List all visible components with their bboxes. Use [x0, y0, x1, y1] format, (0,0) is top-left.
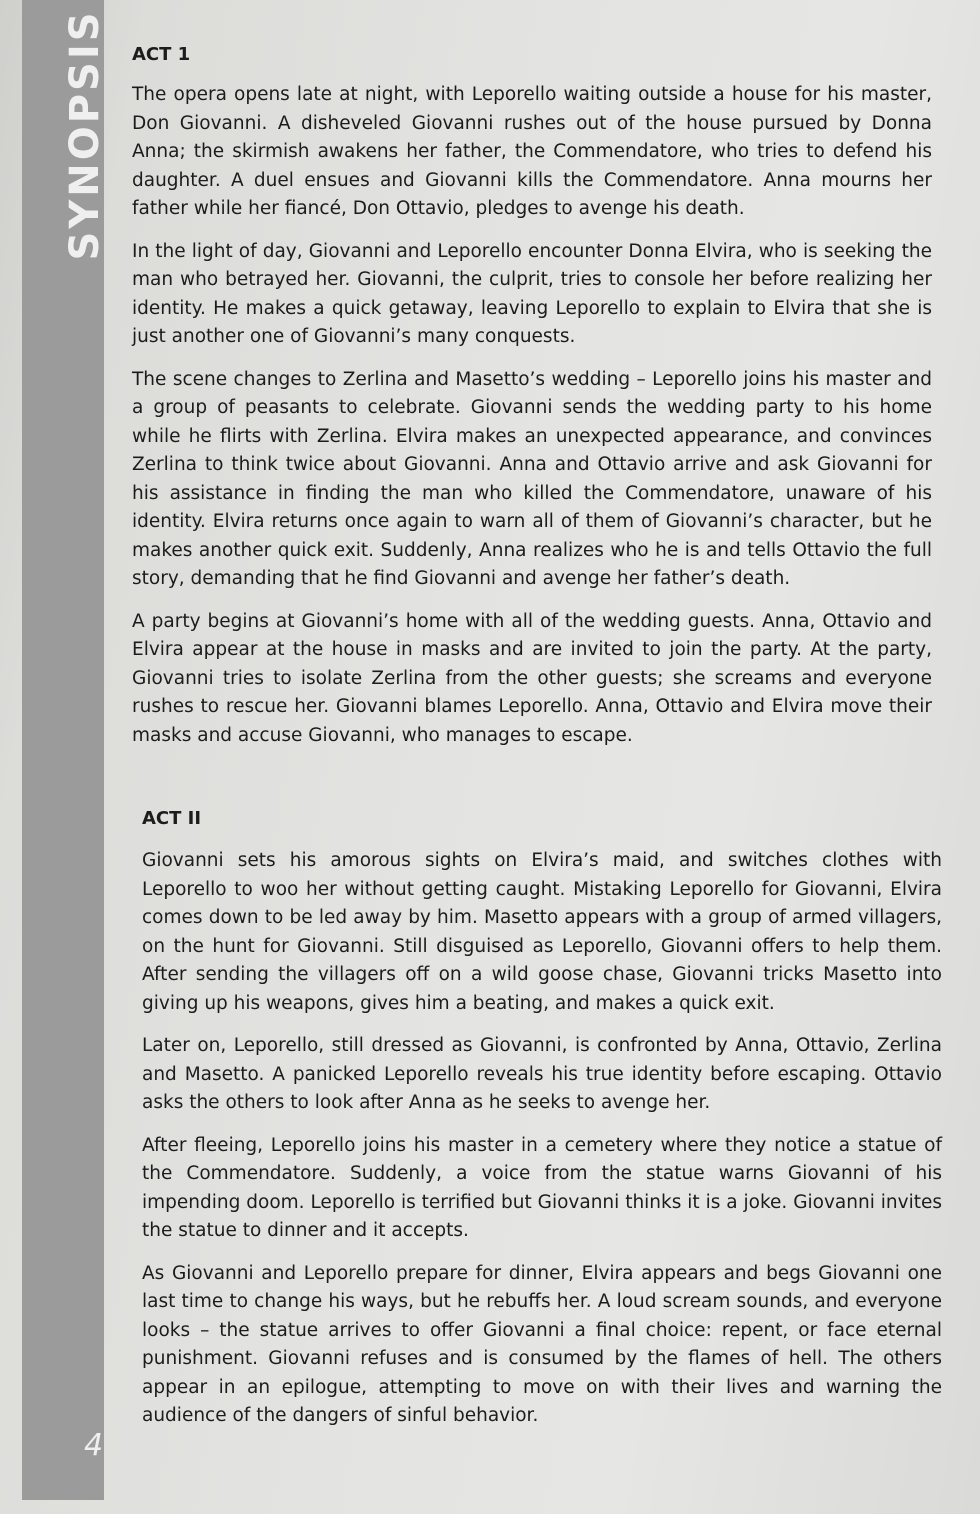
act1-paragraph-2: In the light of day, Giovanni and Leporello encounter Donna Elvira, who is seeking the man who betrayed her. Giovanni, the culprit, tries to console her before realizing her identity. He makes a quick getaway, leaving Leporello to explain to Elvira that she is just another one of Giovanni’s many conquests. [132, 240, 932, 347]
act1-paragraph-1: The opera opens late at night, with Leporello waiting outside a house for his master, Don Giovanni. A disheveled Giovanni rushes out of the house pursued by Donna Anna; the skirmish awakens her father, the Commendatore, who tries to defend his daughter. A duel ensues and Giovanni kills the Commendatore. Anna mourns her father while her fiancé, Don Ottavio, pledges to avenge his death. [132, 84, 932, 219]
act2-paragraph-2: Later on, Leporello, still dressed as Giovanni, is confronted by Anna, Ottavio, Zerlina and Masetto. A panicked Leporello reveals his true identity before escaping. Ottavio asks the others to look after Anna as he seeks to avenge her. [142, 1035, 942, 1113]
act2-section [142, 808, 942, 1431]
act1-section [132, 44, 932, 750]
section-title-vertical: SYNOPSIS [62, 9, 108, 261]
sidebar-band [22, 0, 108, 1500]
act1-heading: ACT 1 [132, 44, 191, 65]
act2-paragraph-4: As Giovanni and Leporello prepare for dinner, Elvira appears and begs Giovanni one last time to change his ways, but he rebuffs her. A loud scream sounds, and everyone looks – the statue arrives to offer Giovanni a final choice: repent, or face eternal punishment. Giovanni refuses and is consumed by the flames of hell. The others appear in an epilogue, attempting to move on with their lives and warning the audience of the dangers of sinful behavior. [142, 1262, 942, 1426]
page-number: 4 [84, 1428, 104, 1463]
act2-heading: ACT II [142, 808, 202, 829]
act2-paragraph-1: Giovanni sets his amorous sights on Elvira’s maid, and switches clothes with Leporello to woo her without getting caught. Mistaking Leporello for Giovanni, Elvira comes down to be led away by him. Masetto appears with a group of armed villagers, on the hunt for Giovanni. Still disguised as Leporello, Giovanni offers to help them. After sending the villagers off on a wild goose chase, Giovanni tricks Masetto into giving up his weapons, gives him a beating, and makes a quick exit. [142, 850, 942, 1014]
act1-paragraph-3: The scene changes to Zerlina and Masetto’s wedding – Leporello joins his master and a group of peasants to celebrate. Giovanni sends the wedding party to his home while he flirts with Zerlina. Elvira makes an unexpected appearance, and convinces Zerlina to think twice about Giovanni. Anna and Ottavio arrive and ask Giovanni for his assistance in finding the man who killed the Commendatore, unaware of his identity. Elvira returns once again to warn all of them of Giovanni’s character, but he makes another quick exit. Suddenly, Anna realizes who he is and tells Ottavio the full story, demanding that he find Giovanni and avenge her father’s death. [132, 368, 932, 589]
act2-paragraph-3: After fleeing, Leporello joins his master in a cemetery where they notice a statue of the Commendatore. Suddenly, a voice from the statue warns Giovanni of his impending doom. Leporello is terrified but Giovanni thinks it is a joke. Giovanni invites the statue to dinner and it accepts. [142, 1134, 942, 1241]
act1-paragraph-4: A party begins at Giovanni’s home with all of the wedding guests. Anna, Ottavio and Elvira appear at the house in masks and are invited to join the party. At the party, Giovanni tries to isolate Zerlina from the other guests; she screams and everyone rushes to rescue her. Giovanni blames Leporello. Anna, Ottavio and Elvira move their masks and accuse Giovanni, who manages to escape. [132, 610, 932, 746]
